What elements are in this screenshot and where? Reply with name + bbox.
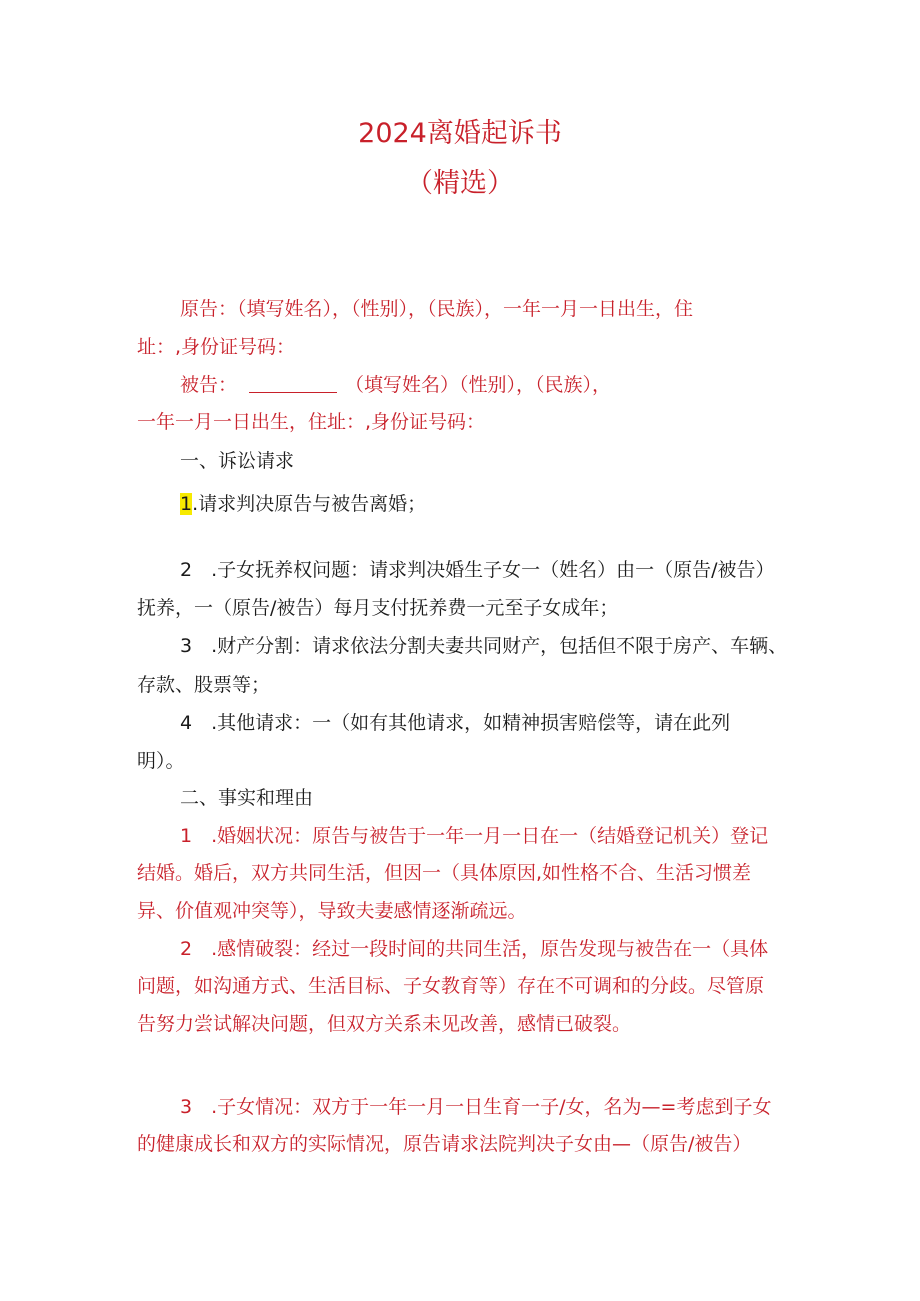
fact-3-line-2: 的健康成长和双方的实际情况，原告请求法院判决子女由—（原告/被告） [137, 1133, 752, 1155]
fact-1-line-1: 1 .婚姻状况：原告与被告于一年一月一日在一（结婚登记机关）登记 [180, 825, 769, 847]
defendant-line-1-rest: （填写姓名）（性别），（民族）， [345, 374, 612, 396]
plaintiff-line-1: 原告：（填写姓名），（性别），（民族），一年一月一日出生，住 [180, 298, 694, 320]
name-blank-underline [249, 376, 337, 393]
claim-item-4-line-1: 4 .其他请求：一（如有其他请求，如精神损害赔偿等，请在此列 [180, 712, 731, 734]
claim-item-1-text: .请求判决原告与被告离婚； [192, 493, 427, 515]
claim-item-1 [180, 495, 840, 514]
claim-item-3-line-2: 存款、股票等； [137, 674, 271, 696]
defendant-line-1 [180, 376, 840, 395]
section-heading-claims: 一、诉讼请求 [180, 450, 295, 472]
section-heading-facts: 二、事实和理由 [180, 787, 314, 809]
document-title: 2024离婚起诉书 [358, 118, 562, 149]
fact-3-line-1: 3 .子女情况：双方于一年一月一日生育一子/女，名为—=考虑到子女 [180, 1096, 772, 1118]
highlight-number: 1 [180, 493, 193, 515]
fact-2-line-2: 问题，如沟通方式、生活目标、子女教育等）存在不可调和的分歧。尽管原 [137, 975, 765, 997]
claim-item-4-line-2: 明）。 [137, 750, 185, 772]
fact-2-line-1: 2 .感情破裂：经过一段时间的共同生活，原告发现与被告在一（具体 [180, 938, 769, 960]
fact-2-line-3: 告努力尝试解决问题，但双方关系未见改善，感情已破裂。 [137, 1013, 632, 1035]
claim-item-3-line-1: 3 .财产分割：请求依法分割夫妻共同财产，包括但不限于房产、车辆、 [180, 635, 788, 657]
document-subtitle: （精选） [406, 168, 514, 199]
fact-1-line-3: 异、价值观冲突等），导致夫妻感情逐渐疏远。 [137, 900, 527, 922]
fact-1-line-2: 结婚。婚后，双方共同生活，但因一（具体原因,如性格不合、生活习惯差 [137, 862, 752, 884]
defendant-line-2: 一年一月一日出生，住址：,身份证号码： [137, 411, 486, 433]
plaintiff-line-2: 址：,身份证号码： [137, 336, 296, 358]
claim-item-2-line-2: 抚养，一（原告/被告）每月支付抚养费一元至子女成年； [137, 597, 619, 619]
defendant-label: 被告： [180, 374, 238, 396]
claim-item-2-line-1: 2 .子女抚养权问题：请求判决婚生子女一（姓名）由一（原告/被告） [180, 559, 775, 581]
